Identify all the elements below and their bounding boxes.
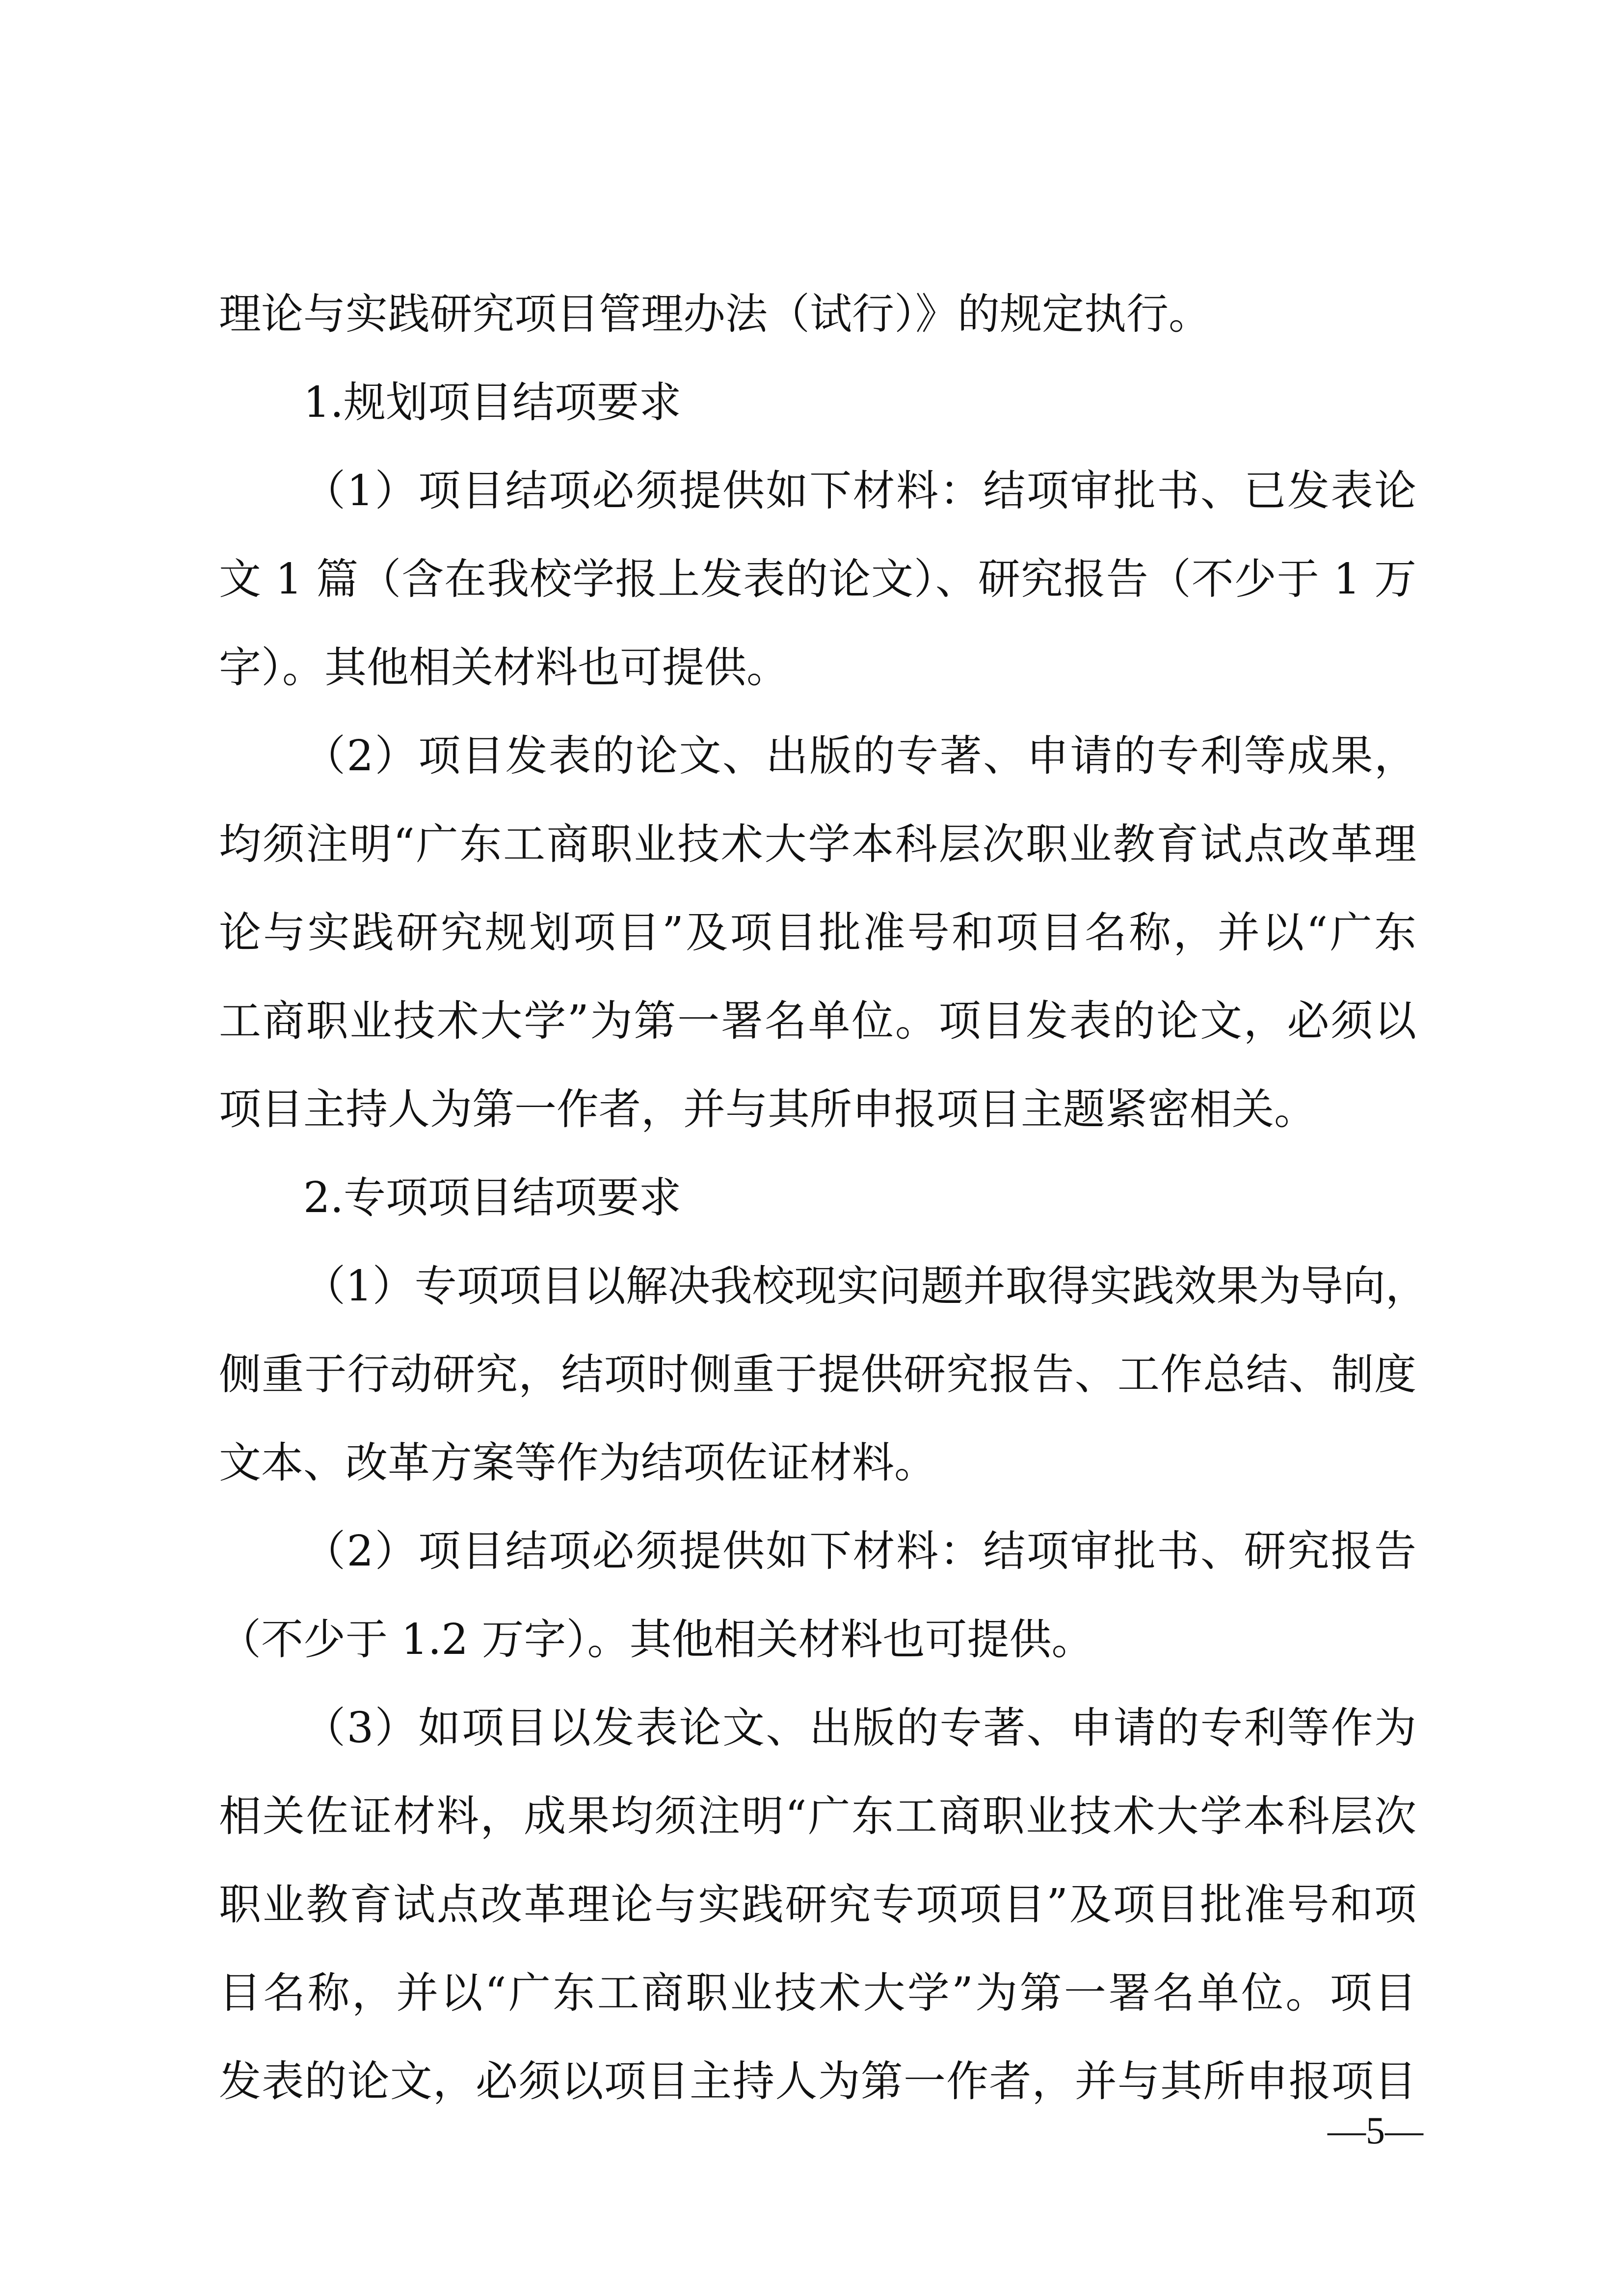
text-line: 工商职业技术大学”为第一署名单位。项目发表的论文，必须以 xyxy=(219,997,1416,1046)
document-body xyxy=(219,270,1428,2126)
text-line-continuation: 理论与实践研究项目管理办法（试行）》的规定执行。 xyxy=(219,290,1211,339)
text-line: （不少于 1.2 万字）。其他相关材料也可提供。 xyxy=(219,1615,1094,1664)
text-line: （1）专项项目以解决我校现实问题并取得实践效果为导向， xyxy=(303,1262,1428,1311)
text-line: （1）项目结项必须提供如下材料：结项审批书、已发表论 xyxy=(303,466,1416,515)
text-line: 职业教育试点改革理论与实践研究专项项目”及项目批准号和项 xyxy=(219,1880,1416,1929)
section-heading-special-projects: 2.专项项目结项要求 xyxy=(303,1173,682,1222)
text-line: 项目主持人为第一作者，并与其所申报项目主题紧密相关。 xyxy=(219,1085,1316,1134)
text-line: （3）如项目以发表论文、出版的专著、申请的专利等作为 xyxy=(303,1703,1416,1753)
text-line: （2）项目结项必须提供如下材料：结项审批书、研究报告 xyxy=(303,1527,1416,1576)
text-line: 侧重于行动研究，结项时侧重于提供研究报告、工作总结、制度 xyxy=(219,1350,1416,1399)
text-line: 文本、改革方案等作为结项佐证材料。 xyxy=(219,1438,936,1487)
text-line: 均须注明“广东工商职业技术大学本科层次职业教育试点改革理 xyxy=(219,820,1416,869)
text-line: 论与实践研究规划项目”及项目批准号和项目名称，并以“广东 xyxy=(219,908,1416,957)
page-number: —5— xyxy=(1328,2109,1423,2152)
text-line: 目名称，并以“广东工商职业技术大学”为第一署名单位。项目 xyxy=(219,1969,1416,2018)
text-line: （2）项目发表的论文、出版的专著、申请的专利等成果， xyxy=(303,731,1416,781)
text-line: 字）。其他相关材料也可提供。 xyxy=(219,643,789,692)
section-heading-planning-projects: 1.规划项目结项要求 xyxy=(303,378,682,427)
text-line: 文 1 篇（含在我校学报上发表的论文）、研究报告（不少于 1 万 xyxy=(219,555,1416,604)
text-line: 相关佐证材料，成果均须注明“广东工商职业技术大学本科层次 xyxy=(219,1792,1416,1841)
text-line: 发表的论文，必须以项目主持人为第一作者，并与其所申报项目 xyxy=(219,2057,1416,2106)
